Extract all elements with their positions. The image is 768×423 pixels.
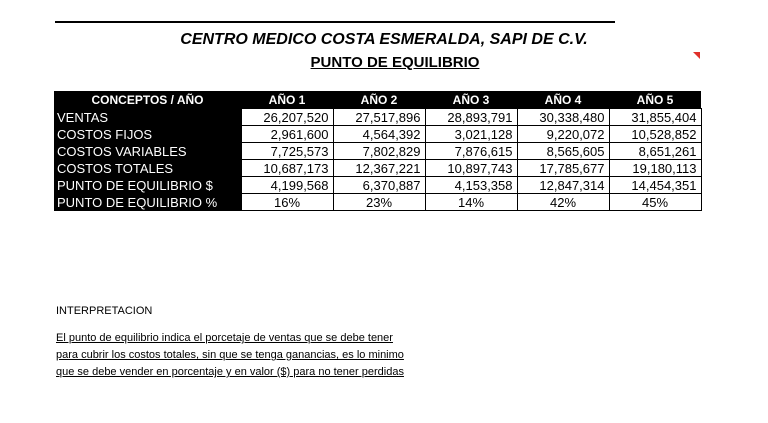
table-cell[interactable]: 16%	[241, 194, 333, 211]
table-row	[54, 126, 701, 143]
header-year-1: AÑO 1	[241, 91, 333, 109]
table-cell[interactable]: 14,454,351	[609, 177, 701, 194]
table-cell[interactable]: 4,153,358	[425, 177, 517, 194]
table-cell[interactable]: 12,847,314	[517, 177, 609, 194]
table-row	[54, 194, 701, 211]
table-cell[interactable]: 2,961,600	[241, 126, 333, 143]
table-cell[interactable]: 7,725,573	[241, 143, 333, 160]
table-cell[interactable]: 23%	[333, 194, 425, 211]
table-row	[54, 143, 701, 160]
row-label[interactable]: PUNTO DE EQUILIBRIO $	[54, 177, 241, 194]
table-cell[interactable]: 17,785,677	[517, 160, 609, 177]
table-cell[interactable]: 10,687,173	[241, 160, 333, 177]
table-cell[interactable]: 4,564,392	[333, 126, 425, 143]
table-cell[interactable]: 6,370,887	[333, 177, 425, 194]
table-cell[interactable]: 9,220,072	[517, 126, 609, 143]
row-label[interactable]: COSTOS VARIABLES	[54, 143, 241, 160]
header-year-5: AÑO 5	[609, 91, 701, 109]
table-row	[54, 160, 701, 177]
table-cell[interactable]: 19,180,113	[609, 160, 701, 177]
table-cell[interactable]: 27,517,896	[333, 109, 425, 126]
table-row	[54, 177, 701, 194]
table-cell[interactable]: 7,802,829	[333, 143, 425, 160]
table-cell[interactable]: 30,338,480	[517, 109, 609, 126]
header-concepts: CONCEPTOS / AÑO	[54, 91, 241, 109]
table-cell[interactable]: 7,876,615	[425, 143, 517, 160]
header-year-2: AÑO 2	[333, 91, 425, 109]
table-cell[interactable]: 3,021,128	[425, 126, 517, 143]
interpretation-heading: INTERPRETACION	[56, 305, 153, 317]
table-cell[interactable]: 42%	[517, 194, 609, 211]
table-row	[54, 109, 701, 126]
row-label[interactable]: COSTOS TOTALES	[54, 160, 241, 177]
table-cell[interactable]: 10,528,852	[609, 126, 701, 143]
table-cell[interactable]: 12,367,221	[333, 160, 425, 177]
row-label[interactable]: COSTOS FIJOS	[54, 126, 241, 143]
header-year-4: AÑO 4	[517, 91, 609, 109]
row-label[interactable]: PUNTO DE EQUILIBRIO %	[54, 194, 241, 211]
report-subtitle-text: PUNTO DE EQUILIBRIO	[310, 54, 480, 71]
table-header-row	[54, 91, 701, 109]
interpretation-line: que se debe vender en porcentaje y en valor ($) para no tener perdidas	[56, 366, 404, 378]
company-title: CENTRO MEDICO COSTA ESMERALDA, SAPI DE C.V.	[180, 31, 588, 48]
comment-indicator-icon[interactable]	[693, 52, 700, 59]
interpretation-text	[56, 330, 436, 381]
table-cell[interactable]: 8,565,605	[517, 143, 609, 160]
table-cell[interactable]: 45%	[609, 194, 701, 211]
row-label[interactable]: VENTAS	[54, 109, 241, 126]
interpretation-line: para cubrir los costos totales, sin que se tenga ganancias, es lo minimo	[56, 349, 404, 361]
table-cell[interactable]: 10,897,743	[425, 160, 517, 177]
table-cell[interactable]: 28,893,791	[425, 109, 517, 126]
table-cell[interactable]: 4,199,568	[241, 177, 333, 194]
break-even-table	[54, 91, 702, 211]
report-subtitle	[0, 54, 768, 71]
top-rule	[55, 21, 615, 23]
table-cell[interactable]: 14%	[425, 194, 517, 211]
interpretation-line: El punto de equilibrio indica el porcetaje de ventas que se debe tener	[56, 332, 393, 344]
table-cell[interactable]: 26,207,520	[241, 109, 333, 126]
table-cell[interactable]: 8,651,261	[609, 143, 701, 160]
table-cell[interactable]: 31,855,404	[609, 109, 701, 126]
header-year-3: AÑO 3	[425, 91, 517, 109]
